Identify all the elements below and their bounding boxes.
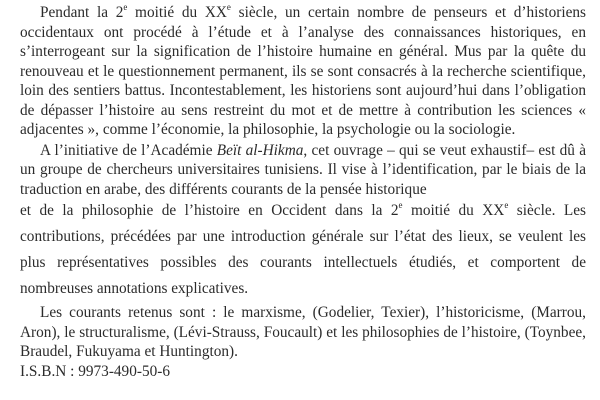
superscript: e [504,199,509,210]
paragraph-currents [20,303,586,362]
paragraph-currents-text: Les courants retenus sont : le marxisme, (Godelier, Texier), l’historicisme, (Marrou, Aron), le structuralisme, (Lévi-Strauss, Foucault) et les philosophies de l’histoire, (Toynbee, Braudel, Fukuyama et Huntington). [20,304,586,360]
superscript: e [123,1,128,12]
paragraph-initiative-text: , cet ouvrage – qui se veut exhaustif– est dû à un groupe de chercheurs universitaires tunisiens. Il vise à l’identification, par le biais de la traduction en arabe, des différents courants de la pensée historique [20,141,586,198]
paragraph-initiative [20,141,586,200]
paragraph-initiative-text: siècle. Les contributions, précédées par une introduction générale sur l’état des lieux, se veulent les plus représentatives possibles des courants intellectuels étudiés, et comportent de nombreuses annotations explicatives. [20,202,586,297]
paragraph-intro-text: Pendant la 2 [40,4,124,21]
paragraph-initiative-text: et de la philosophie de l’histoire en Occident dans la 2 [20,202,399,219]
paragraph-intro-text: moitié du XX [127,4,227,21]
paragraph-intro [20,3,586,140]
superscript: e [226,1,231,12]
isbn-line [20,362,586,382]
paragraph-initiative-continued [20,198,586,302]
isbn-text: I.S.B.N : 9973-490-50-6 [20,362,170,380]
paragraph-intro-text: siècle, un certain nombre de penseurs et d’historiens occidentaux ont procédé à l’étude et à l’analyse des connaissances historiques, en s’interrogeant sur la signification de l’histoire humaine en général. Mus par la quête du renouveau et le questionnement permanent, ils se sont consacrés à la recherche scientifique, loin des sentiers battus. Incontestablement, les historiens sont aujourd’hui dans l’obligation de dépasser l’histoire au sens restreint du mot et de mettre à contribution les sciences « adjacentes », comme l’économie, la philosophie, la psychologie ou la sociologie. [20,4,586,138]
academy-name: Beït al-Hikma [216,141,304,159]
paragraph-initiative-text: A l’initiative de l’Académie [40,141,217,159]
superscript: e [398,199,403,210]
paragraph-initiative-text: moitié du XX [402,202,505,219]
